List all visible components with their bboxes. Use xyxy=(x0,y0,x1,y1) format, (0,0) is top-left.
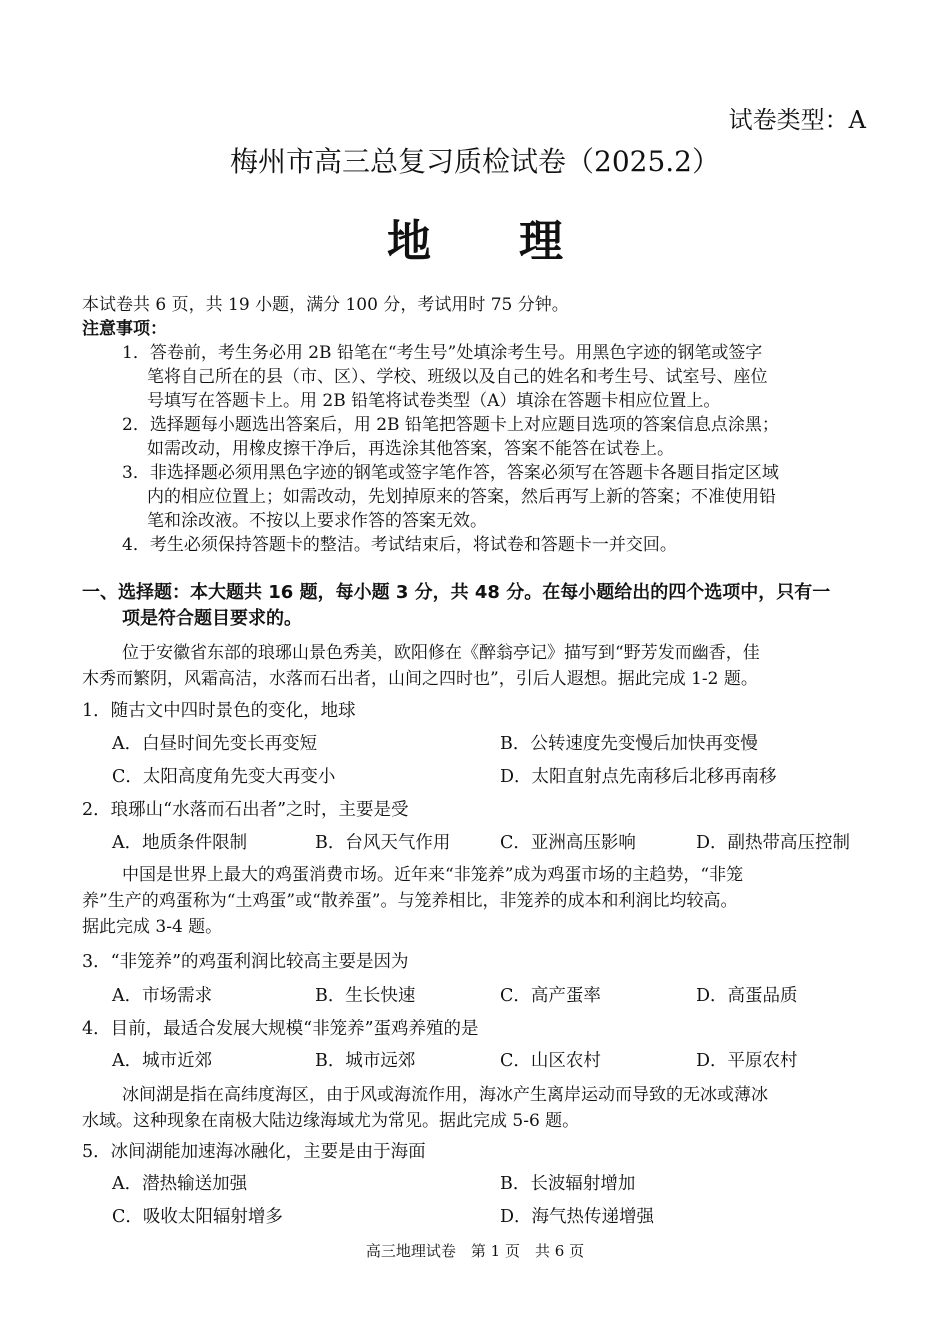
passage-line: 养”生产的鸡蛋称为“土鸡蛋”或“散养蛋”。与笼养相比，非笼养的成本和利润比均较高。 xyxy=(82,891,738,911)
notice-line: 如需改动，用橡皮擦干净后，再选涂其他答案，答案不能答在试卷上。 xyxy=(147,439,674,459)
question-stem: 5．冰间湖能加速海冰融化，主要是由于海面 xyxy=(82,1142,426,1162)
exam-title: 梅州市高三总复习质检试卷（2025.2） xyxy=(230,145,720,178)
passage-line: 水域。这种现象在南极大陆边缘海域尤为常见。据此完成 5-6 题。 xyxy=(82,1111,580,1131)
notice-line: 2．选择题每小题选出答案后，用 2B 铅笔把答题卡上对应题目选项的答案信息点涂黑； xyxy=(122,415,779,435)
option-d: D．副热带高压控制 xyxy=(696,833,851,853)
option-a: A．白昼时间先变长再变短 xyxy=(112,734,318,754)
notice-line: 笔和涂改液。不按以上要求作答的答案无效。 xyxy=(147,511,487,531)
notice-line: 号填写在答题卡上。用 2B 铅笔将试卷类型（A）填涂在答题卡相应位置上。 xyxy=(147,391,721,411)
subject-title: 地 理 xyxy=(387,216,563,267)
option-c: C．吸收太阳辐射增多 xyxy=(112,1207,283,1227)
question-stem: 2．琅琊山“水落而石出者”之时，主要是受 xyxy=(82,800,409,820)
notice-line: 内的相应位置上；如需改动，先划掉原来的答案，然后再写上新的答案；不准使用铅 xyxy=(147,487,776,507)
option-a: A．地质条件限制 xyxy=(112,833,248,853)
passage-line: 中国是世界上最大的鸡蛋消费市场。近年来“非笼养”成为鸡蛋市场的主趋势，“非笼 xyxy=(122,865,744,885)
passage-line: 位于安徽省东部的琅琊山景色秀美，欧阳修在《醉翁亭记》描写到“野芳发而幽香，佳 xyxy=(122,643,760,663)
option-c: C．太阳高度角先变大再变小 xyxy=(112,767,336,787)
question-stem: 1．随古文中四时景色的变化，地球 xyxy=(82,701,356,721)
option-b: B．长波辐射增加 xyxy=(500,1174,636,1194)
option-a: A．市场需求 xyxy=(112,986,213,1006)
option-c: C．山区农村 xyxy=(500,1051,601,1071)
notice-heading: 注意事项： xyxy=(82,319,167,339)
option-d: D．海气热传递增强 xyxy=(500,1207,655,1227)
notice-line: 笔将自己所在的县（市、区）、学校、班级以及自己的姓名和考生号、试室号、座位 xyxy=(147,367,768,387)
option-b: B．台风天气作用 xyxy=(315,833,451,853)
option-b: B．生长快速 xyxy=(315,986,416,1006)
paper-type: 试卷类型：A xyxy=(728,106,866,134)
exam-intro: 本试卷共 6 页，共 19 小题，满分 100 分，考试用时 75 分钟。 xyxy=(82,295,569,315)
page-footer: 高三地理试卷 第 1 页 共 6 页 xyxy=(365,1242,585,1260)
question-stem: 3．“非笼养”的鸡蛋利润比较高主要是因为 xyxy=(82,952,409,972)
notice-line: 1．答卷前，考生务必用 2B 铅笔在“考生号”处填涂考生号。用黑色字迹的钢笔或签字 xyxy=(122,343,763,363)
option-a: A．潜热输送加强 xyxy=(112,1174,248,1194)
option-d: D．太阳直射点先南移后北移再南移 xyxy=(500,767,777,787)
question-stem: 4．目前，最适合发展大规模“非笼养”蛋鸡养殖的是 xyxy=(82,1019,479,1039)
passage-line: 木秀而繁阴，风霜高洁，水落而石出者，山间之四时也”，引后人遐想。据此完成 1-2 题。 xyxy=(82,669,758,689)
option-a: A．城市近郊 xyxy=(112,1051,213,1071)
notice-line: 3．非选择题必须用黑色字迹的钢笔或签字笔作答，答案必须写在答题卡各题目指定区域 xyxy=(122,463,779,483)
passage-line: 据此完成 3-4 题。 xyxy=(82,917,223,937)
option-c: C．亚洲高压影响 xyxy=(500,833,636,853)
passage-line: 冰间湖是指在高纬度海区，由于风或海流作用，海冰产生离岸运动而导致的无冰或薄冰 xyxy=(122,1085,768,1105)
section-heading: 一、选择题：本大题共 16 题，每小题 3 分，共 48 分。在每小题给出的四个选项中，只有一 xyxy=(82,582,831,603)
option-c: C．高产蛋率 xyxy=(500,986,601,1006)
notice-line: 4．考生必须保持答题卡的整洁。考试结束后，将试卷和答题卡一并交回。 xyxy=(122,535,677,555)
option-d: D．高蛋品质 xyxy=(696,986,798,1006)
option-b: B．城市远郊 xyxy=(315,1051,416,1071)
option-b: B．公转速度先变慢后加快再变慢 xyxy=(500,734,758,754)
option-d: D．平原农村 xyxy=(696,1051,798,1071)
section-heading: 项是符合题目要求的。 xyxy=(122,608,302,629)
